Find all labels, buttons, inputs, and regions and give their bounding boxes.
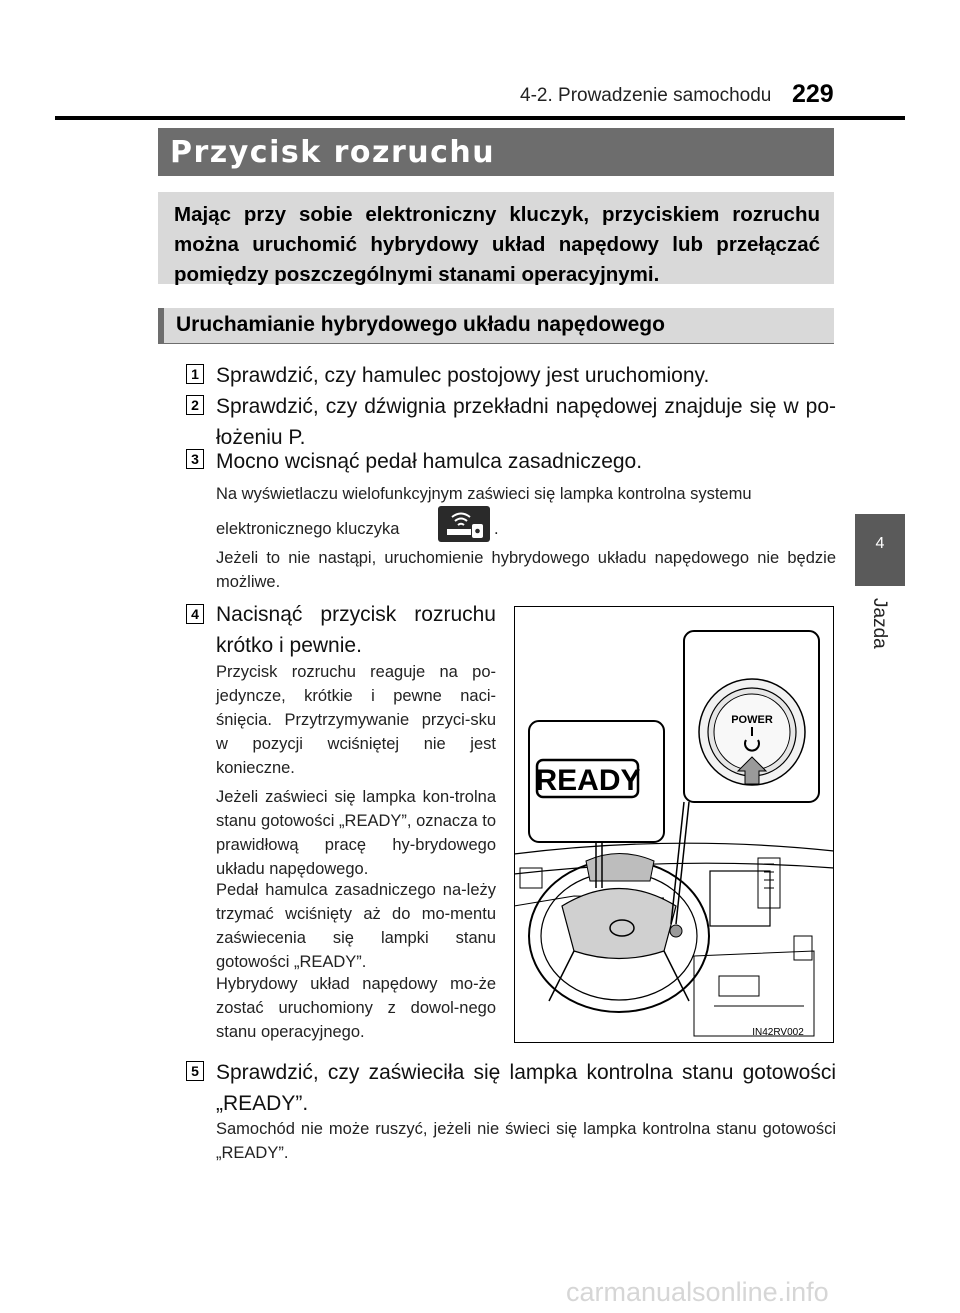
subsection-rule	[158, 343, 834, 344]
running-header: 4-2. Prowadzenie samochodu	[520, 85, 772, 106]
start-button-illustration	[514, 606, 834, 1043]
section-title: Przycisk rozruchu	[170, 135, 496, 170]
power-label: POWER	[731, 714, 773, 726]
page-number: 229	[792, 80, 834, 108]
subsection-header	[158, 308, 834, 344]
step-number: 5	[186, 1061, 204, 1081]
watermark: carmanualsonline.info	[566, 1277, 829, 1307]
subsection-title: Uruchamianie hybrydowego układu napędowego	[176, 313, 665, 336]
step-note: Jeżeli to nie nastąpi, uruchomienie hybrydowego układu napędowego nie będzie możliwe.	[216, 549, 836, 591]
header-rule	[55, 116, 905, 120]
figure-code: IN42RV002	[752, 1027, 804, 1038]
chapter-tab: 4	[855, 514, 905, 586]
chapter-label: Jazda	[869, 598, 890, 649]
step-text: Sprawdzić, czy hamulec postojowy jest uruchomiony.	[216, 364, 710, 387]
step-note: Przycisk rozruchu reaguje na po-jedyncze, krótkie i pewne naci-śnięcia. Przytrzymywanie przyci-sku w pozycji wciśniętej nie jest konieczne.	[216, 663, 496, 777]
step-number: 3	[186, 449, 204, 469]
section-title-bar	[158, 128, 834, 176]
step-number: 1	[186, 364, 204, 384]
intro-box	[158, 192, 834, 284]
step-note: Samochód nie może ruszyć, jeżeli nie świeci się lampka kontrolna stanu gotowości „READY”.	[216, 1120, 836, 1162]
step-text: Sprawdzić, czy zaświeciła się lampka kontrolna stanu gotowości „READY”.	[216, 1061, 836, 1115]
step-note: Pedał hamulca zasadniczego na-leży trzymać wciśnięty aż do mo-mentu zaświecenia się lampki stanu gotowości „READY”.	[216, 881, 496, 971]
step-number: 2	[186, 395, 204, 415]
step-note-period: .	[494, 520, 499, 538]
step-number: 4	[186, 604, 204, 624]
ready-label: READY	[535, 764, 641, 797]
step-text: Nacisnąć przycisk rozruchu krótko i pewnie.	[216, 603, 496, 657]
step-text: Mocno wcisnąć pedał hamulca zasadniczego.	[216, 450, 643, 473]
step-note: elektronicznego kluczyka	[216, 520, 400, 538]
smart-key-indicator-icon	[438, 506, 490, 542]
intro-text: Mając przy sobie elektroniczny kluczyk, przyciskiem rozruchu można uruchomić hybrydowy układ napędowy lub przełączać pomiędzy poszczególnymi stanami operacyjnymi.	[174, 203, 820, 286]
step-note: Hybrydowy układ napędowy mo-że zostać uruchomiony z dowol-nego stanu operacyjnego.	[216, 975, 496, 1041]
step-note: Jeżeli zaświeci się lampka kon-trolna stanu gotowości „READY”, oznacza to prawidłową pracę hy-brydowego układu napędowego.	[216, 788, 496, 878]
step-note: Na wyświetlaczu wielofunkcyjnym zaświeci się lampka kontrolna systemu	[216, 485, 752, 503]
step-text: Sprawdzić, czy dźwignia przekładni napędowej znajduje się w po- łożeniu P.	[216, 395, 836, 449]
